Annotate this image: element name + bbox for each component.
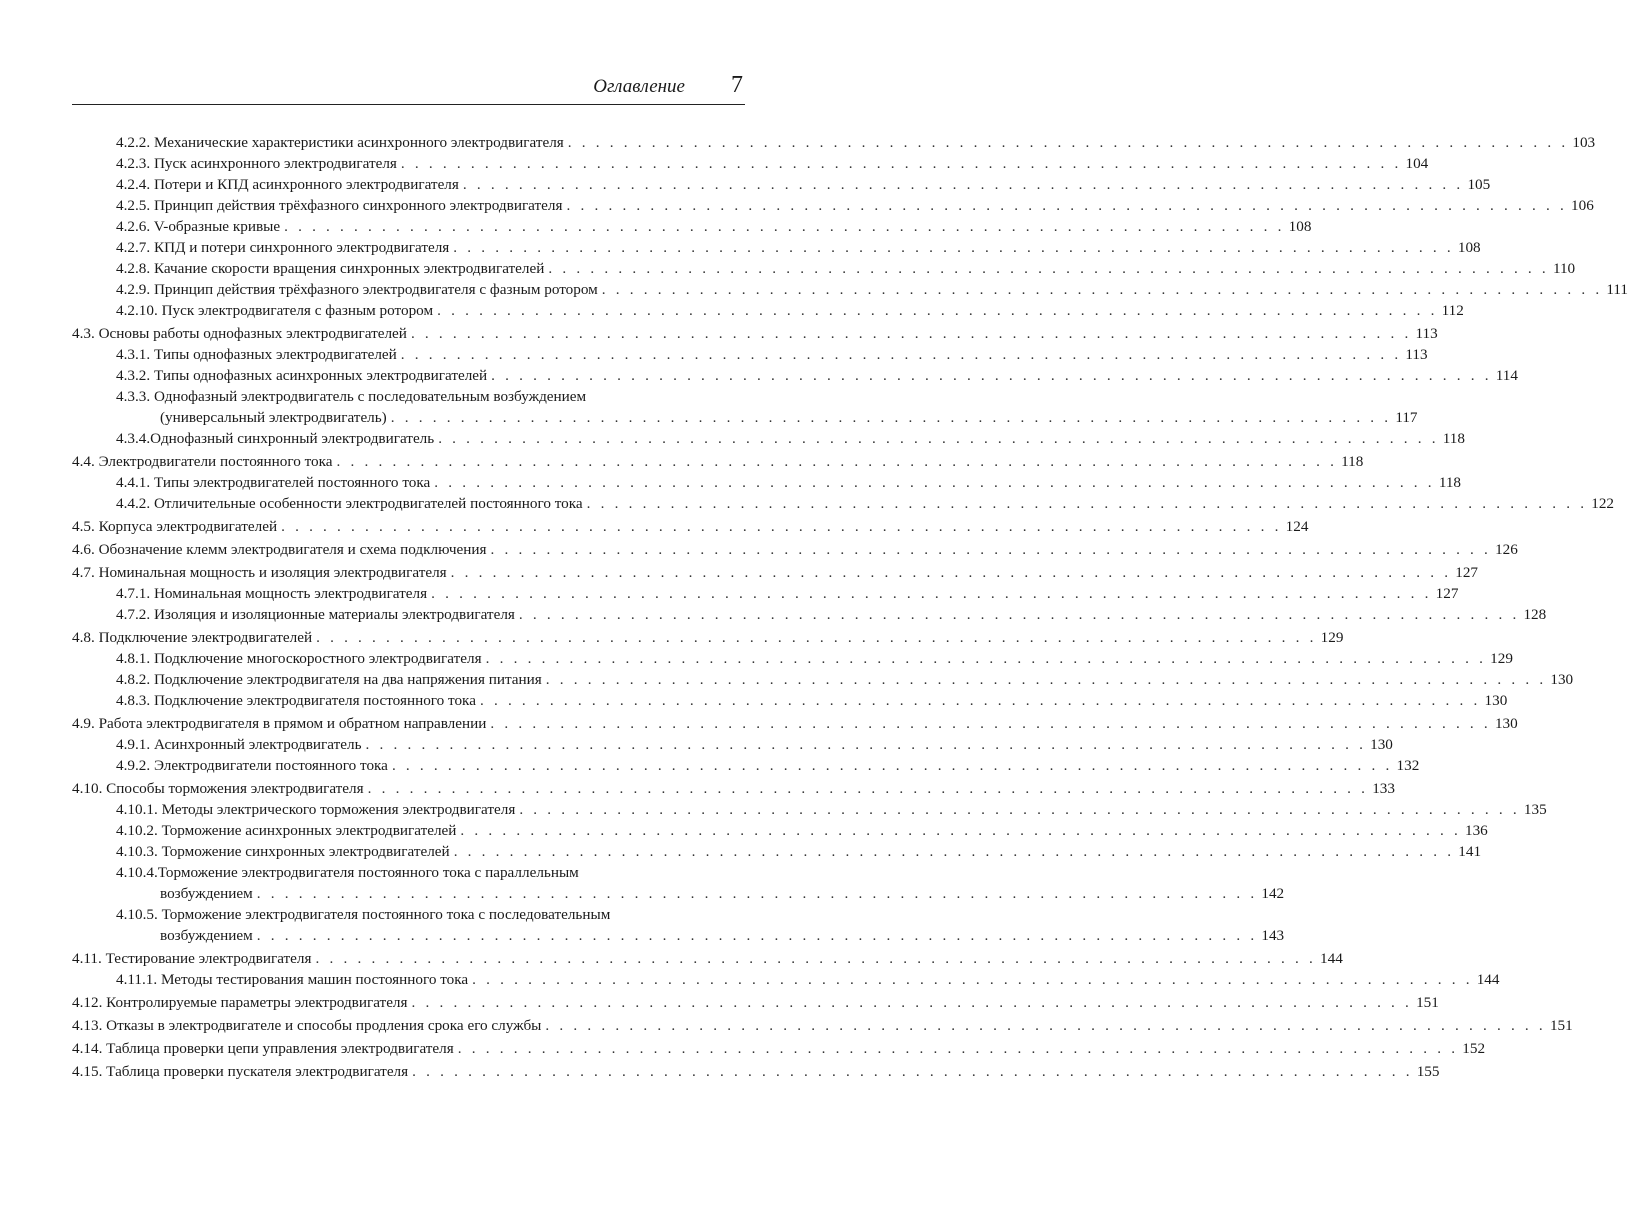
toc-entry-page: 136 (1464, 822, 1488, 839)
toc-entry (72, 669, 1574, 690)
toc-entry-page: 112 (1441, 302, 1464, 319)
toc-entry-title: 4.10.3. Торможение синхронных электродвигателей (116, 843, 450, 860)
toc-entry-title: 4.11.1. Методы тестирования машин постоянного тока (116, 971, 469, 988)
toc-entry (72, 451, 1364, 472)
toc-dot-leader: . . . . . . . . . . . . . . . . . . . . . . . . . . . . . . . . . . . . . . . . . . . . . . . . . . . . . . . . . . . . . . . . . . . . . . . . (434, 474, 1435, 491)
toc-entry-page: 113 (1405, 346, 1428, 363)
toc-dot-leader: . . . . . . . . . . . . . . . . . . . . . . . . . . . . . . . . . . . . . . . . . . . . . . . . . . . . . . . . . . . . . . . . . . . . . . . . (545, 671, 1547, 688)
toc-entry-page: 144 (1320, 950, 1343, 967)
toc-entry-title: 4.11. Тестирование электродвигателя (72, 950, 312, 967)
toc-entry (72, 132, 1596, 153)
toc-entry-title: 4.3. Основы работы однофазных электродвигателей (72, 325, 407, 342)
toc-entry-page: 127 (1435, 585, 1459, 602)
toc-entry-page: 127 (1455, 564, 1479, 581)
toc-dot-leader: . . . . . . . . . . . . . . . . . . . . . . . . . . . . . . . . . . . . . . . . . . . . . . . . . . . . . . . . . . . . . . . . . . . . . . . . (491, 367, 1492, 384)
toc-entry-title: 4.13. Отказы в электродвигателе и способы продления срока его службы (72, 1017, 542, 1034)
toc-entry (72, 948, 1343, 969)
toc-entry (72, 195, 1594, 216)
toc-entry-page: 151 (1549, 1017, 1573, 1034)
toc-entry-title: 4.10.5. Торможение электродвигателя постоянного тока с последовательным (116, 906, 611, 923)
toc-entry (72, 627, 1344, 648)
toc-entry (72, 862, 1285, 904)
toc-entry (72, 755, 1420, 776)
toc-entry-page: 151 (1416, 994, 1439, 1011)
toc-entry-page: 110 (1552, 260, 1576, 277)
toc-dot-leader: . . . . . . . . . . . . . . . . . . . . . . . . . . . . . . . . . . . . . . . . . . . . . . . . . . . . . . . . . . . . . . . . . . . . . . . . (450, 564, 1452, 581)
toc-entry (72, 237, 1481, 258)
running-header-title: Оглавление (593, 76, 685, 97)
toc-entry-page: 111 (1606, 281, 1628, 298)
toc-entry-title: 4.10.4.Торможение электродвигателя постоянного тока с параллельным (116, 864, 579, 881)
toc-dot-leader: . . . . . . . . . . . . . . . . . . . . . . . . . . . . . . . . . . . . . . . . . . . . . . . . . . . . . . . . . . . . . . . . . . . . . . . . (490, 715, 1491, 732)
toc-entry-title: 4.4.1. Типы электродвигателей постоянного тока (116, 474, 431, 491)
toc-entry-title: 4.2.7. КПД и потери синхронного электродвигателя (116, 239, 450, 256)
toc-entry-page: 103 (1572, 134, 1596, 151)
toc-entry-title: 4.8. Подключение электродвигателей (72, 629, 313, 646)
toc-entry (72, 539, 1518, 560)
toc-entry (72, 365, 1518, 386)
toc-entry (72, 904, 1285, 946)
toc-entry-title: 4.4. Электродвигатели постоянного тока (72, 453, 333, 470)
toc-entry-title: 4.12. Контролируемые параметры электродвигателя (72, 994, 408, 1011)
toc-dot-leader: . . . . . . . . . . . . . . . . . . . . . . . . . . . . . . . . . . . . . . . . . . . . . . . . . . . . . . . . . . . . . . . . . . . . . . . . (586, 495, 1588, 512)
toc-entry-title-continued: возбуждением (160, 885, 253, 902)
toc-entry-page: 118 (1442, 430, 1465, 447)
toc-dot-leader: . . . . . . . . . . . . . . . . . . . . . . . . . . . . . . . . . . . . . . . . . . . . . . . . . . . . . . . . . . . . . . . . . . . . . . . . (400, 346, 1402, 363)
toc-entry (72, 713, 1518, 734)
toc-entry-title: 4.15. Таблица проверки пускателя электродвигателя (72, 1063, 409, 1080)
toc-entry-page: 130 (1550, 671, 1574, 688)
toc-entry-page: 130 (1370, 736, 1393, 753)
toc-dot-leader: . . . . . . . . . . . . . . . . . . . . . . . . . . . . . . . . . . . . . . . . . . . . . . . . . . . . . . . . . . . . . . . . . . . . . . . . (256, 885, 1258, 902)
toc-entry-title: 4.7.2. Изоляция и изоляционные материалы электродвигателя (116, 606, 515, 623)
toc-entry (72, 258, 1576, 279)
toc-dot-leader: . . . . . . . . . . . . . . . . . . . . . . . . . . . . . . . . . . . . . . . . . . . . . . . . . . . . . . . . . . . . . . . . . . . . . . . . (518, 606, 1520, 623)
toc-entry (72, 583, 1459, 604)
toc-dot-leader: . . . . . . . . . . . . . . . . . . . . . . . . . . . . . . . . . . . . . . . . . . . . . . . . . . . . . . . . . . . . . . . . . . . . . . . . (567, 134, 1569, 151)
running-header (72, 72, 745, 105)
toc-dot-leader: . . . . . . . . . . . . . . . . . . . . . . . . . . . . . . . . . . . . . . . . . . . . . . . . . . . . . . . . . . . . . . . . . . . . . . . . (519, 801, 1520, 818)
toc-entry (72, 300, 1464, 321)
toc-entry (72, 1015, 1573, 1036)
toc-entry-title: 4.2.10. Пуск электродвигателя с фазным ротором (116, 302, 434, 319)
toc-entry (72, 778, 1395, 799)
toc-entry (72, 604, 1547, 625)
toc-entry (72, 386, 1418, 428)
toc-entry-title: 4.3.3. Однофазный электродвигатель с последовательным возбуждением (116, 388, 587, 405)
toc-entry-title: 4.8.3. Подключение электродвигателя постоянного тока (116, 692, 476, 709)
toc-dot-leader: . . . . . . . . . . . . . . . . . . . . . . . . . . . . . . . . . . . . . . . . . . . . . . . . . . . . . . . . . . . . . . . . . . . . . . . . (548, 260, 1549, 277)
toc-entry (72, 562, 1479, 583)
toc-entry-title: 4.2.2. Механические характеристики асинхронного электродвигателя (116, 134, 564, 151)
toc-entry (72, 428, 1465, 449)
toc-entry-page: 118 (1438, 474, 1462, 491)
toc-entry-page: 104 (1405, 155, 1429, 172)
table-of-contents (72, 132, 1628, 1082)
toc-dot-leader: . . . . . . . . . . . . . . . . . . . . . . . . . . . . . . . . . . . . . . . . . . . . . . . . . . . . . . . . . . . . . . . . . . . . . . . . (453, 843, 1455, 860)
toc-dot-leader: . . . . . . . . . . . . . . . . . . . . . . . . . . . . . . . . . . . . . . . . . . . . . . . . . . . . . . . . . . . . . . . . . . . . . . . . (391, 757, 1393, 774)
toc-entry-page: 129 (1320, 629, 1344, 646)
toc-entry-title: 4.7.1. Номинальная мощность электродвигателя (116, 585, 428, 602)
toc-entry-page: 142 (1261, 885, 1285, 902)
toc-entry-title: 4.2.5. Принцип действия трёхфазного синхронного электродвигателя (116, 197, 563, 214)
toc-entry (72, 841, 1482, 862)
toc-entry-title: 4.8.2. Подключение электродвигателя на два напряжения питания (116, 671, 542, 688)
toc-dot-leader: . . . . . . . . . . . . . . . . . . . . . . . . . . . . . . . . . . . . . . . . . . . . . . . . . . . . . . . . . . . . . . . . . . . . . . . . (431, 585, 1432, 602)
toc-entry-title: 4.2.6. V-образные кривые (116, 218, 281, 235)
toc-entry-page: 108 (1288, 218, 1312, 235)
toc-entry (72, 690, 1508, 711)
toc-entry-page: 105 (1467, 176, 1491, 193)
toc-entry (72, 493, 1614, 514)
toc-entry (72, 992, 1439, 1013)
toc-entry-title: 4.10.2. Торможение асинхронных электродвигателей (116, 822, 457, 839)
toc-entry-page: 155 (1416, 1063, 1440, 1080)
toc-entry-title: 4.2.8. Качание скорости вращения синхронных электродвигателей (116, 260, 545, 277)
toc-entry (72, 472, 1462, 493)
toc-entry-title-continued: возбуждением (160, 927, 253, 944)
toc-entry-page: 143 (1261, 927, 1285, 944)
toc-dot-leader: . . . . . . . . . . . . . . . . . . . . . . . . . . . . . . . . . . . . . . . . . . . . . . . . . . . . . . . . . . . . . . . . . . . . . . . . (284, 218, 1285, 235)
toc-entry-title: 4.9.1. Асинхронный электродвигатель (116, 736, 362, 753)
toc-entry (72, 153, 1429, 174)
toc-entry-title: 4.4.2. Отличительные особенности электродвигателей постоянного тока (116, 495, 583, 512)
toc-entry-page: 124 (1285, 518, 1309, 535)
toc-entry-title: 4.2.3. Пуск асинхронного электродвигателя (116, 155, 397, 172)
toc-dot-leader: . . . . . . . . . . . . . . . . . . . . . . . . . . . . . . . . . . . . . . . . . . . . . . . . . . . . . . . . . . . . . . . . . . . . . . . . (336, 453, 1338, 470)
toc-entry-title-continued: (универсальный электродвигатель) (160, 409, 387, 426)
toc-dot-leader: . . . . . . . . . . . . . . . . . . . . . . . . . . . . . . . . . . . . . . . . . . . . . . . . . . . . . . . . . . . . . . . . . . . . . . . . (601, 281, 1603, 298)
toc-dot-leader: . . . . . . . . . . . . . . . . . . . . . . . . . . . . . . . . . . . . . . . . . . . . . . . . . . . . . . . . . . . . . . . . . . . . . . . . (545, 1017, 1546, 1034)
toc-dot-leader: . . . . . . . . . . . . . . . . . . . . . . . . . . . . . . . . . . . . . . . . . . . . . . . . . . . . . . . . . . . . . . . . . . . . . . . . (281, 518, 1282, 535)
toc-entry (72, 969, 1500, 990)
toc-dot-leader: . . . . . . . . . . . . . . . . . . . . . . . . . . . . . . . . . . . . . . . . . . . . . . . . . . . . . . . . . . . . . . . . . . . . . . . . (479, 692, 1481, 709)
toc-entry-page: 132 (1396, 757, 1420, 774)
toc-dot-leader: . . . . . . . . . . . . . . . . . . . . . . . . . . . . . . . . . . . . . . . . . . . . . . . . . . . . . . . . . . . . . . . . . . . . . . . . (411, 994, 1413, 1011)
toc-dot-leader: . . . . . . . . . . . . . . . . . . . . . . . . . . . . . . . . . . . . . . . . . . . . . . . . . . . . . . . . . . . . . . . . . . . . . . . . (437, 302, 1438, 319)
toc-dot-leader: . . . . . . . . . . . . . . . . . . . . . . . . . . . . . . . . . . . . . . . . . . . . . . . . . . . . . . . . . . . . . . . . . . . . . . . . (315, 950, 1317, 967)
toc-dot-leader: . . . . . . . . . . . . . . . . . . . . . . . . . . . . . . . . . . . . . . . . . . . . . . . . . . . . . . . . . . . . . . . . . . . . . . . . (256, 927, 1258, 944)
toc-entry (72, 344, 1428, 365)
toc-entry-title: 4.14. Таблица проверки цепи управления электродвигателя (72, 1040, 454, 1057)
toc-dot-leader: . . . . . . . . . . . . . . . . . . . . . . . . . . . . . . . . . . . . . . . . . . . . . . . . . . . . . . . . . . . . . . . . . . . . . . . . (460, 822, 1461, 839)
toc-dot-leader: . . . . . . . . . . . . . . . . . . . . . . . . . . . . . . . . . . . . . . . . . . . . . . . . . . . . . . . . . . . . . . . . . . . . . . . . (462, 176, 1464, 193)
toc-entry-title: 4.7. Номинальная мощность и изоляция электродвигателя (72, 564, 447, 581)
toc-entry (72, 734, 1393, 755)
toc-entry-title: 4.5. Корпуса электродвигателей (72, 518, 278, 535)
toc-entry-title: 4.3.2. Типы однофазных асинхронных электродвигателей (116, 367, 488, 384)
toc-entry (72, 174, 1491, 195)
toc-dot-leader: . . . . . . . . . . . . . . . . . . . . . . . . . . . . . . . . . . . . . . . . . . . . . . . . . . . . . . . . . . . . . . . . . . . . . . . . (438, 430, 1439, 447)
toc-entry (72, 279, 1628, 300)
toc-dot-leader: . . . . . . . . . . . . . . . . . . . . . . . . . . . . . . . . . . . . . . . . . . . . . . . . . . . . . . . . . . . . . . . . . . . . . . . . (457, 1040, 1459, 1057)
page-number: 7 (731, 72, 743, 98)
toc-dot-leader: . . . . . . . . . . . . . . . . . . . . . . . . . . . . . . . . . . . . . . . . . . . . . . . . . . . . . . . . . . . . . . . . . . . . . . . . (485, 650, 1487, 667)
toc-dot-leader: . . . . . . . . . . . . . . . . . . . . . . . . . . . . . . . . . . . . . . . . . . . . . . . . . . . . . . . . . . . . . . . . . . . . . . . . (472, 971, 1473, 988)
toc-entry-page: 106 (1571, 197, 1594, 214)
toc-entry-page: 135 (1523, 801, 1547, 818)
toc-dot-leader: . . . . . . . . . . . . . . . . . . . . . . . . . . . . . . . . . . . . . . . . . . . . . . . . . . . . . . . . . . . . . . . . . . . . . . . . (400, 155, 1402, 172)
toc-entry-page: 129 (1490, 650, 1513, 667)
toc-dot-leader: . . . . . . . . . . . . . . . . . . . . . . . . . . . . . . . . . . . . . . . . . . . . . . . . . . . . . . . . . . . . . . . . . . . . . . . . (490, 541, 1492, 558)
toc-entry-title: 4.10.1. Методы электрического торможения электродвигателя (116, 801, 516, 818)
toc-entry-title: 4.2.4. Потери и КПД асинхронного электродвигателя (116, 176, 459, 193)
toc-entry-page: 108 (1457, 239, 1481, 256)
toc-entry-page: 152 (1462, 1040, 1486, 1057)
toc-entry (72, 323, 1438, 344)
toc-entry-page: 144 (1476, 971, 1500, 988)
toc-entry-page: 118 (1341, 453, 1364, 470)
toc-dot-leader: . . . . . . . . . . . . . . . . . . . . . . . . . . . . . . . . . . . . . . . . . . . . . . . . . . . . . . . . . . . . . . . . . . . . . . . . (566, 197, 1568, 214)
toc-entry-page: 114 (1495, 367, 1518, 384)
toc-entry (72, 820, 1488, 841)
toc-dot-leader: . . . . . . . . . . . . . . . . . . . . . . . . . . . . . . . . . . . . . . . . . . . . . . . . . . . . . . . . . . . . . . . . . . . . . . . . (367, 780, 1369, 797)
toc-entry-title: 4.3.1. Типы однофазных электродвигателей (116, 346, 397, 363)
toc-entry (72, 1061, 1440, 1082)
toc-entry-page: 141 (1458, 843, 1482, 860)
toc-entry-page: 126 (1495, 541, 1518, 558)
toc-entry (72, 216, 1312, 237)
toc-entry-page: 113 (1415, 325, 1438, 342)
toc-entry-page: 130 (1484, 692, 1508, 709)
toc-entry-title: 4.6. Обозначение клемм электродвигателя и схема подключения (72, 541, 487, 558)
toc-dot-leader: . . . . . . . . . . . . . . . . . . . . . . . . . . . . . . . . . . . . . . . . . . . . . . . . . . . . . . . . . . . . . . . . . . . . . . . . (410, 325, 1412, 342)
toc-dot-leader: . . . . . . . . . . . . . . . . . . . . . . . . . . . . . . . . . . . . . . . . . . . . . . . . . . . . . . . . . . . . . . . . . . . . . . . . (316, 629, 1317, 646)
toc-dot-leader: . . . . . . . . . . . . . . . . . . . . . . . . . . . . . . . . . . . . . . . . . . . . . . . . . . . . . . . . . . . . . . . . . . . . . . . . (453, 239, 1454, 256)
toc-entry-page: 130 (1494, 715, 1518, 732)
toc-entry-page: 122 (1591, 495, 1614, 512)
toc-dot-leader: . . . . . . . . . . . . . . . . . . . . . . . . . . . . . . . . . . . . . . . . . . . . . . . . . . . . . . . . . . . . . . . . . . . . . . . . (365, 736, 1367, 753)
toc-entry (72, 648, 1513, 669)
toc-entry (72, 516, 1309, 537)
toc-entry-title: 4.8.1. Подключение многоскоростного электродвигателя (116, 650, 482, 667)
toc-entry-title: 4.9.2. Электродвигатели постоянного тока (116, 757, 388, 774)
toc-entry (72, 799, 1547, 820)
toc-entry-page: 128 (1523, 606, 1547, 623)
toc-entry-page: 133 (1372, 780, 1395, 797)
toc-dot-leader: . . . . . . . . . . . . . . . . . . . . . . . . . . . . . . . . . . . . . . . . . . . . . . . . . . . . . . . . . . . . . . . . . . . . . . . . (412, 1063, 1413, 1080)
toc-entry-page: 117 (1395, 409, 1418, 426)
toc-entry-title: 4.2.9. Принцип действия трёхфазного электродвигателя с фазным ротором (116, 281, 598, 298)
toc-entry (72, 1038, 1486, 1059)
toc-dot-leader: . . . . . . . . . . . . . . . . . . . . . . . . . . . . . . . . . . . . . . . . . . . . . . . . . . . . . . . . . . . . . . . . . . . . . . . . (390, 409, 1392, 426)
toc-entry-title: 4.9. Работа электродвигателя в прямом и обратном направлении (72, 715, 487, 732)
toc-entry-title: 4.10. Способы торможения электродвигателя (72, 780, 364, 797)
toc-entry-title: 4.3.4.Однофазный синхронный электродвигатель (116, 430, 435, 447)
